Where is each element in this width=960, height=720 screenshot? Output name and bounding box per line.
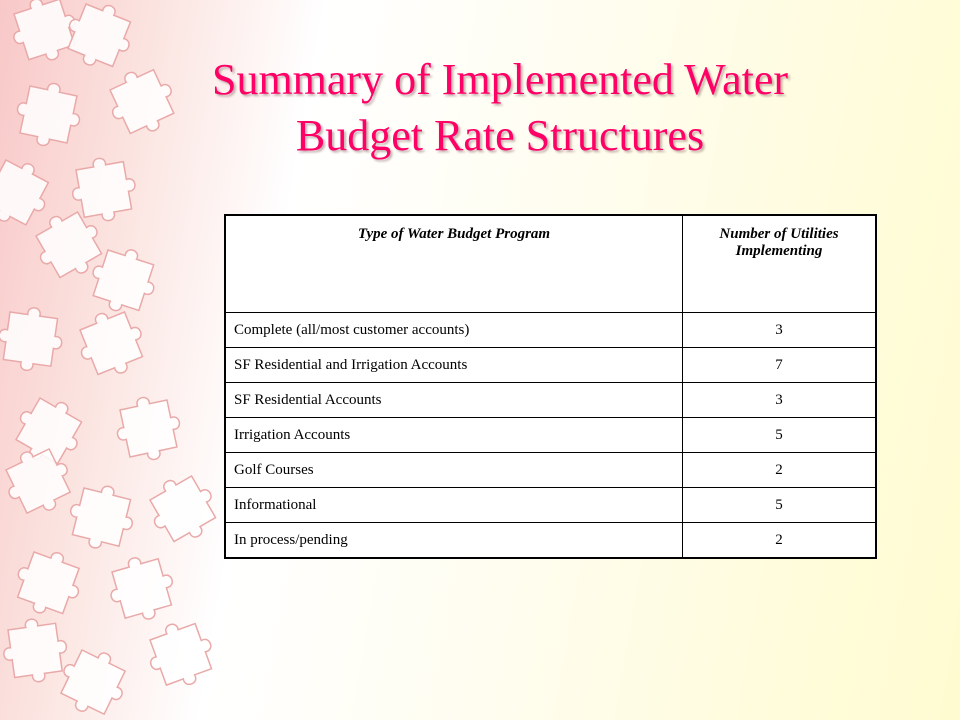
- table-row: [225, 383, 876, 418]
- water-budget-table-container: [224, 214, 877, 559]
- program-type-cell: Irrigation Accounts: [225, 418, 683, 453]
- slide-title-line-1: Summary of Implemented Water: [211, 55, 789, 104]
- utility-count-cell: 3: [683, 313, 877, 348]
- program-type-cell: SF Residential Accounts: [225, 383, 683, 418]
- table-row: [225, 418, 876, 453]
- program-type-cell: SF Residential and Irrigation Accounts: [225, 348, 683, 383]
- header-utility-count: [683, 215, 877, 313]
- header-program-type: Type of Water Budget Program: [225, 215, 683, 313]
- slide-title: [150, 52, 850, 164]
- program-type-cell: Informational: [225, 488, 683, 523]
- program-type-cell: In process/pending: [225, 523, 683, 559]
- utility-count-cell: 5: [683, 488, 877, 523]
- utility-count-cell: 7: [683, 348, 877, 383]
- table-row: [225, 313, 876, 348]
- utility-count-cell: 2: [683, 453, 877, 488]
- table-row: [225, 453, 876, 488]
- table-row: [225, 488, 876, 523]
- header-utility-count-line-2: Implementing: [735, 243, 823, 259]
- utility-count-cell: 5: [683, 418, 877, 453]
- utility-count-cell: 2: [683, 523, 877, 559]
- table-header-row: [225, 215, 876, 313]
- program-type-cell: Complete (all/most customer accounts): [225, 313, 683, 348]
- water-budget-table: [224, 214, 877, 559]
- header-utility-count-line-1: Number of Utilities: [719, 226, 839, 242]
- table-row: [225, 523, 876, 559]
- table-row: [225, 348, 876, 383]
- utility-count-cell: 3: [683, 383, 877, 418]
- slide-title-line-2: Budget Rate Structures: [295, 111, 705, 160]
- program-type-cell: Golf Courses: [225, 453, 683, 488]
